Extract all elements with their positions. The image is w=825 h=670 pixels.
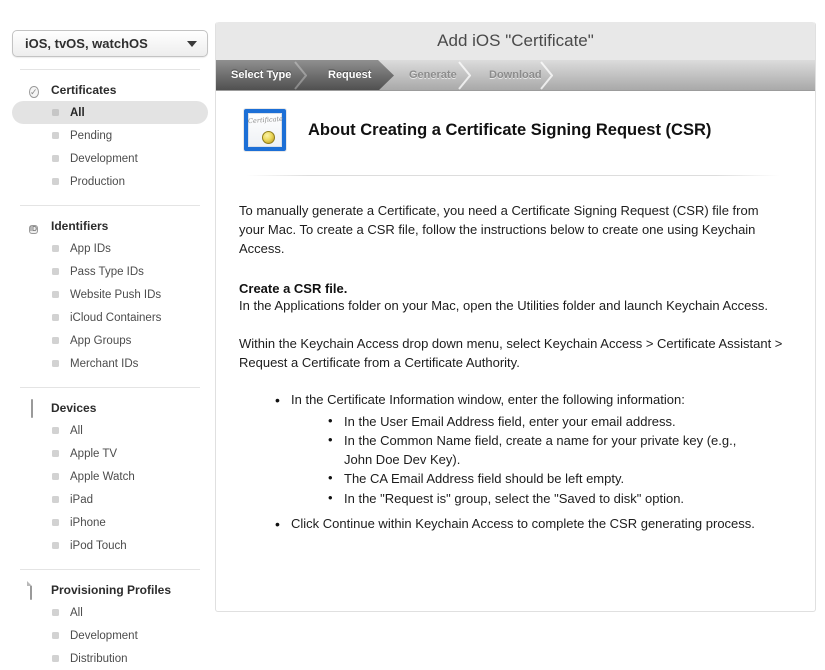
sidebar-section-devices: Devices	[12, 396, 208, 419]
item-bullet-icon	[52, 109, 59, 116]
item-bullet-icon	[52, 291, 59, 298]
content-divider	[246, 175, 780, 176]
item-bullet-icon	[52, 178, 59, 185]
id-badge-icon: ID	[30, 226, 37, 233]
sidebar-section-identifiers: ID Identifiers	[30, 218, 109, 233]
item-bullet-icon	[52, 519, 59, 526]
sidebar-section-certificates: ✓ Certificates	[30, 82, 117, 97]
item-bullet-icon	[52, 245, 59, 252]
item-bullet-icon	[52, 427, 59, 434]
wizard-chevron-icon	[294, 61, 307, 90]
sidebar-item-pass-type-ids[interactable]: Pass Type IDs	[12, 260, 208, 283]
certificate-seal-icon: ✓	[30, 87, 38, 97]
item-bullet-icon	[52, 155, 59, 162]
wizard-chevron-icon	[540, 61, 553, 90]
list-item: • In the "Request is" group, select the "Saved to disk" option.	[328, 490, 758, 508]
sidebar-section-provisioning-profiles: Provisioning Profiles	[12, 578, 208, 601]
main-panel	[215, 22, 816, 612]
platform-selector[interactable]	[12, 30, 208, 57]
sidebar-item-certificates-development[interactable]: Development	[12, 147, 208, 170]
platform-selector-label: iOS, tvOS, watchOS	[25, 36, 148, 51]
item-bullet-icon	[52, 314, 59, 321]
item-bullet-icon	[52, 542, 59, 549]
certificate-icon: Certificate	[244, 109, 286, 151]
sidebar-item-profiles-all[interactable]: All	[12, 601, 208, 624]
about-heading-row	[244, 109, 787, 151]
instruction-list	[239, 391, 787, 534]
sidebar-item-certificates-all[interactable]: All	[12, 101, 208, 124]
csr-subheading-body: In the Applications folder on your Mac, open the Utilities folder and launch Keychain Access.	[239, 297, 768, 313]
section-heading: About Creating a Certificate Signing Request (CSR)	[308, 120, 712, 139]
sidebar-item-ipod-touch[interactable]: iPod Touch	[12, 534, 208, 557]
content-body	[216, 109, 815, 534]
sidebar-item-app-ids[interactable]: App IDs	[12, 237, 208, 260]
keychain-paragraph: Within the Keychain Access drop down menu, select Keychain Access > Certificate Assistant > Request a Certificate from a Certificate Authority.	[239, 336, 783, 371]
item-bullet-icon	[52, 450, 59, 457]
item-bullet-icon	[52, 655, 59, 662]
sidebar-item-profiles-distribution[interactable]: Distribution	[12, 647, 208, 670]
sidebar-divider	[20, 205, 200, 206]
sidebar-item-apple-tv[interactable]: Apple TV	[12, 442, 208, 465]
sidebar-item-certificates-pending[interactable]: Pending	[12, 124, 208, 147]
list-item: • The CA Email Address field should be left empty.	[328, 470, 758, 488]
list-item: • In the Certificate Information window, enter the following information: • In the User Email Address field, enter your email address. • In the Common Name field, create a name for your private key (e.g., John Doe Dev Key). • The CA Email Address field should be left empty. • In the "Request is" group, select the "Saved to disk" option.	[275, 391, 787, 508]
wizard-step-request: Request	[328, 69, 372, 81]
wizard-chevron-icon	[458, 61, 471, 90]
wizard-step-download: Download	[489, 69, 542, 81]
list-item: • In the User Email Address field, enter your email address.	[328, 413, 758, 431]
wizard-step-generate: Generate	[409, 69, 457, 81]
item-bullet-icon	[52, 496, 59, 503]
list-item: • Click Continue within Keychain Access to complete the CSR generating process.	[275, 515, 787, 534]
sidebar-item-profiles-development[interactable]: Development	[12, 624, 208, 647]
wizard-step-select-type: Select Type	[231, 69, 292, 81]
item-bullet-icon	[52, 132, 59, 139]
sidebar-item-ipad[interactable]: iPad	[12, 488, 208, 511]
sidebar-item-devices-all[interactable]: All	[12, 419, 208, 442]
item-bullet-icon	[52, 473, 59, 480]
instruction-sublist	[291, 413, 787, 508]
sidebar-item-apple-watch[interactable]: Apple Watch	[12, 465, 208, 488]
sidebar	[12, 30, 208, 670]
item-bullet-icon	[52, 360, 59, 367]
sidebar-divider	[20, 69, 200, 70]
csr-subheading: Create a CSR file.	[239, 280, 348, 296]
list-item: • In the Common Name field, create a name for your private key (e.g., John Doe Dev Key).	[328, 432, 758, 469]
item-bullet-icon	[52, 337, 59, 344]
chevron-down-icon	[187, 41, 197, 47]
mobile-device-icon	[29, 400, 44, 415]
document-icon	[29, 582, 44, 597]
sidebar-item-website-push-ids[interactable]: Website Push IDs	[12, 283, 208, 306]
sidebar-item-app-groups[interactable]: App Groups	[12, 329, 208, 352]
page-header	[216, 22, 815, 60]
wizard-progress-bar	[216, 60, 815, 91]
sidebar-item-icloud-containers[interactable]: iCloud Containers	[12, 306, 208, 329]
sidebar-item-certificates-production[interactable]: Production	[12, 170, 208, 193]
intro-paragraph: To manually generate a Certificate, you need a Certificate Signing Request (CSR) file from your Mac. To create a CSR file, follow the instructions below to create one using Keychain Access.	[239, 203, 759, 256]
page-title: Add iOS "Certificate"	[437, 31, 594, 50]
sidebar-divider	[20, 387, 200, 388]
item-bullet-icon	[52, 609, 59, 616]
item-bullet-icon	[52, 268, 59, 275]
item-bullet-icon	[52, 632, 59, 639]
sidebar-divider	[20, 569, 200, 570]
gold-seal-icon	[262, 131, 275, 144]
sidebar-item-merchant-ids[interactable]: Merchant IDs	[12, 352, 208, 375]
sidebar-item-iphone[interactable]: iPhone	[12, 511, 208, 534]
